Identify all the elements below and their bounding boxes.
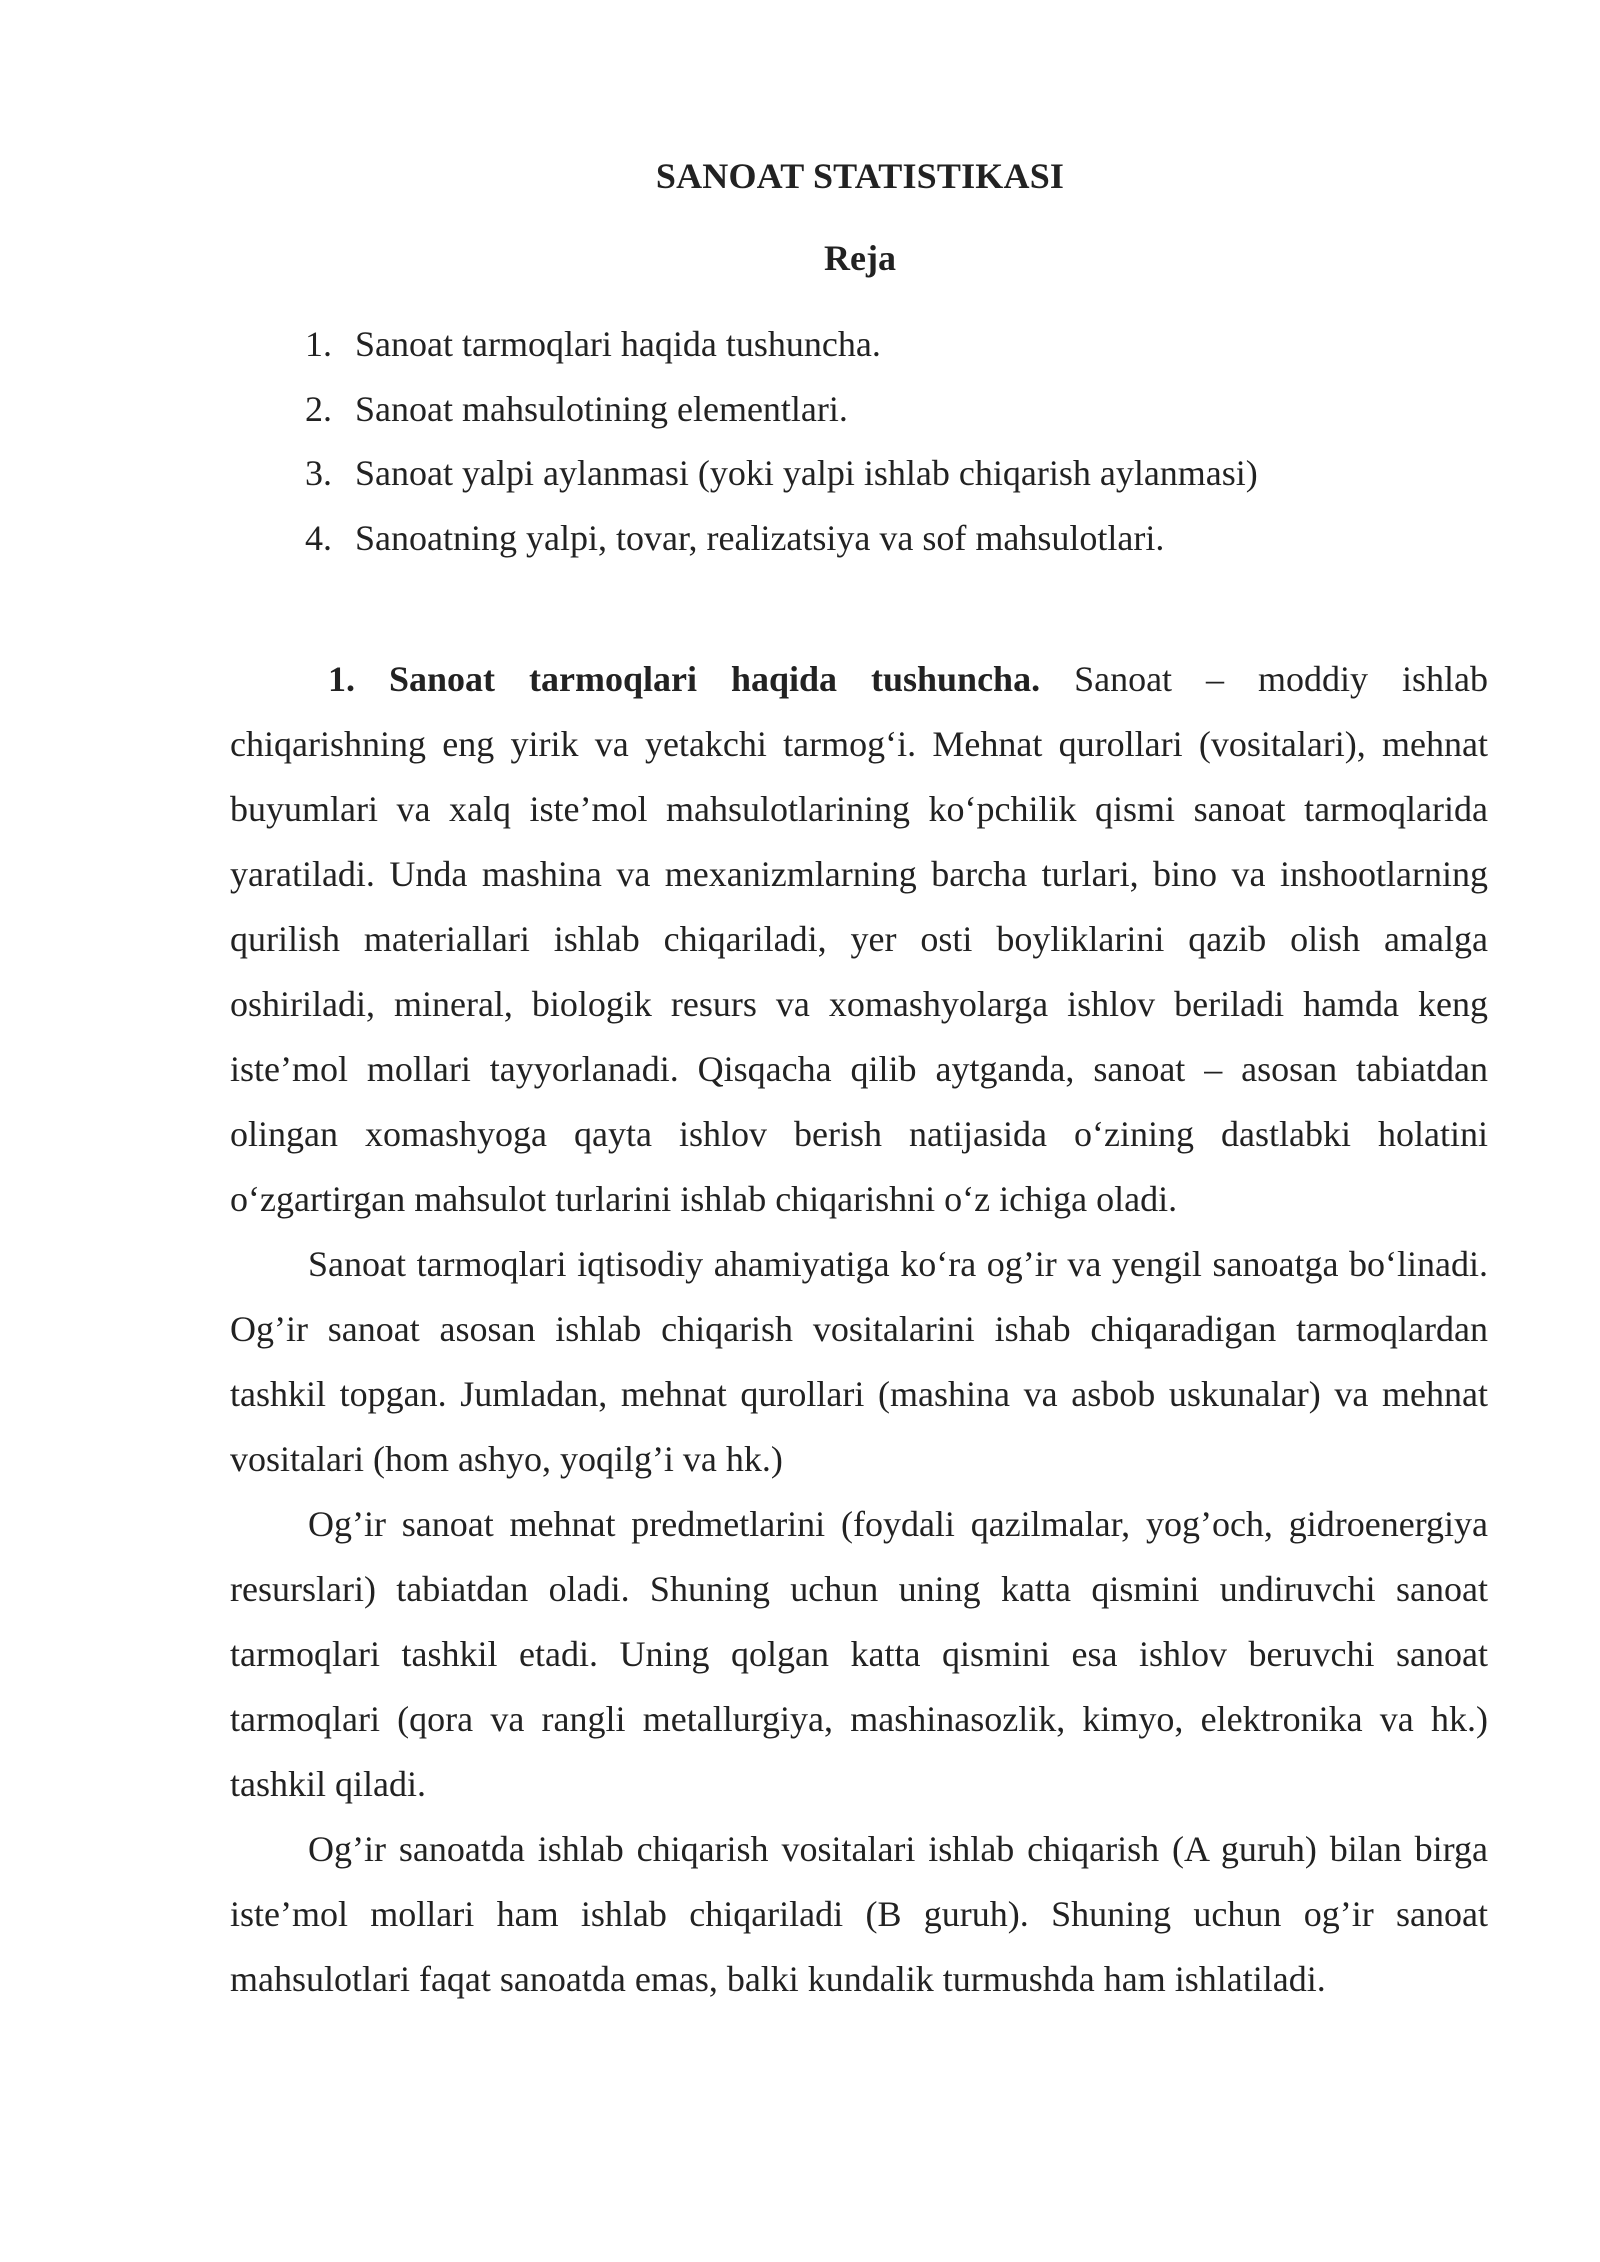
list-item: [305, 506, 1258, 571]
plan-item-text: Sanoat mahsulotining elementlari.: [355, 388, 848, 429]
section-1-text: Sanoat – moddiy ishlab chiqarishning eng yirik va yetakchi tarmog‘i. Mehnat qurollari (vositalari), mehnat buyumlari va xalq iste’mol mahsulotlarining ko‘pchilik qismi sanoat tarmoqlarida yaratiladi. Unda mashina va mexanizmlarning barcha turlari, bino va inshootlarning qurilish materiallari ishlab chiqariladi, yer osti boyliklarini qazib olish amalga oshiriladi, mineral, biologik resurs va xomashyolarga ishlov beriladi hamda keng iste’mol mollari tayyorlanadi. Qisqacha qilib aytganda, sanoat – asosan tabiatdan olingan xomashyoga qayta ishlov berish natijasida o‘zining dastlabki holatini o‘zgartirgan mahsulot turlarini ishlab chiqarishni o‘z ichiga oladi.: [230, 659, 1488, 1219]
plan-item-number: 2.: [305, 388, 332, 429]
plan-item-number: 3.: [305, 453, 332, 493]
section-1-number: 1.: [328, 659, 355, 699]
plan-item-number: 1.: [305, 324, 332, 364]
section-1-heading: Sanoat tarmoqlari haqida tushuncha.: [388, 659, 1041, 699]
plan-heading: Reja: [824, 238, 896, 278]
plan-item-text: Sanoat yalpi aylanmasi (yoki yalpi ishlab chiqarish aylanmasi): [355, 453, 1258, 493]
page-title: SANOAT STATISTIKASI: [655, 156, 1065, 196]
plan-item-text: Sanoat tarmoqlari haqida tushuncha.: [355, 324, 881, 364]
section-1-paragraph: [230, 647, 1488, 1232]
plan-list: [305, 312, 1258, 570]
plan-item-number: 4.: [305, 517, 332, 558]
list-item: [305, 441, 1258, 506]
document-body: [230, 647, 1488, 2012]
list-item: [305, 377, 1258, 442]
body-paragraph: Og’ir sanoat mehnat predmetlarini (foydali qazilmalar, yog’och, gidroenergiya resurslari) tabiatdan oladi. Shuning uchun uning katta qismini undiruvchi sanoat tarmoqlari tashkil etadi. Uning qolgan katta qismini esa ishlov beruvchi sanoat tarmoqlari (qora va rangli metallurgiya, mashinasozlik, kimyo, elektronika va hk.) tashkil qiladi.: [230, 1504, 1488, 1804]
body-paragraph: Sanoat tarmoqlari iqtisodiy ahamiyatiga ko‘ra og’ir va yengil sanoatga bo‘linadi. Og’ir sanoat asosan ishlab chiqarish vositalarini ishab chiqaradigan tarmoqlardan tashkil topgan. Jumladan, mehnat qurollari (mashina va asbob uskunalar) va mehnat vositalari (hom ashyo, yoqilg’i va hk.): [230, 1244, 1488, 1479]
plan-item-text: Sanoatning yalpi, tovar, realizatsiya va sof mahsulotlari.: [355, 517, 1165, 558]
list-item: [305, 312, 1258, 377]
body-paragraph: Og’ir sanoatda ishlab chiqarish vositalari ishlab chiqarish (A guruh) bilan birga iste’mol mollari ham ishlab chiqariladi (B guruh). Shuning uchun og’ir sanoat mahsulotlari faqat sanoatda emas, balki kundalik turmushda ham ishlatiladi.: [230, 1829, 1488, 1999]
